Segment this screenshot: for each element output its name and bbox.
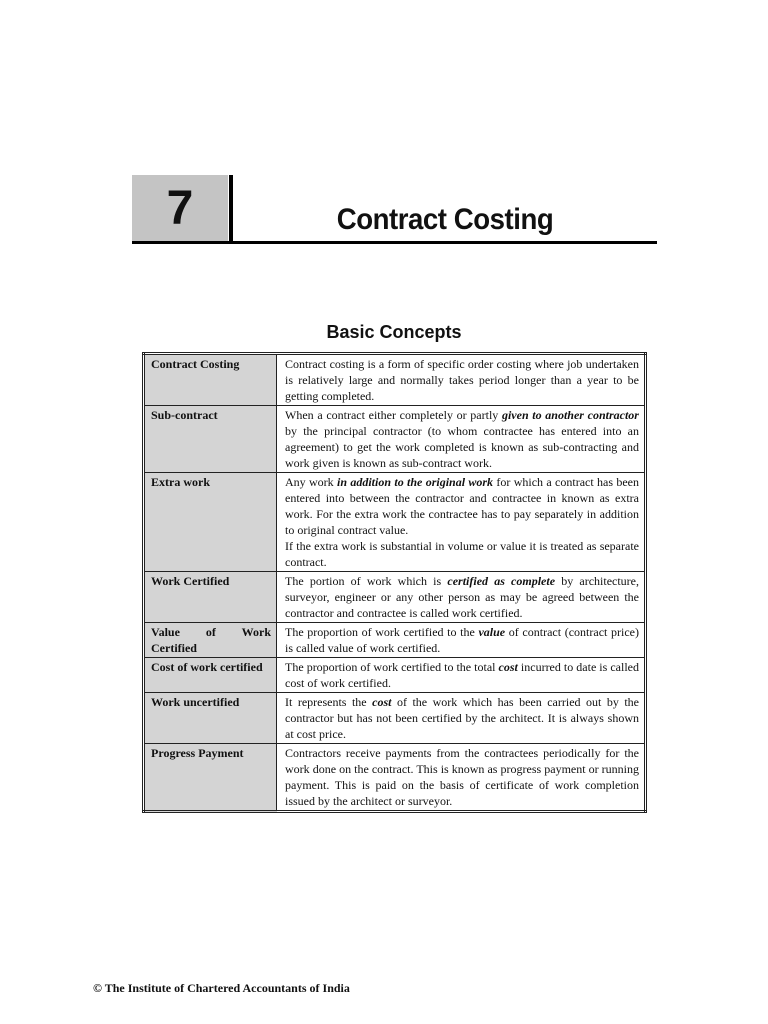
concept-row <box>144 406 646 473</box>
concept-term: Cost of work certified <box>144 658 277 693</box>
definition-text: by the principal contractor (to whom contractee has entered into an agreement) to get the work completed is known as sub-contracting and work given is known as sub-contract work. <box>285 424 639 470</box>
concept-term: Contract Costing <box>144 354 277 406</box>
concept-term: Progress Payment <box>144 744 277 812</box>
definition-emphasis: cost <box>498 660 518 674</box>
concept-definition <box>277 693 646 744</box>
chapter-vertical-rule <box>229 175 233 244</box>
concept-definition <box>277 473 646 572</box>
definition-text: of the work which has been carried out by the contractor but has not been certified by the architect. It is always shown at cost price. <box>285 695 640 741</box>
chapter-title: Contract Costing <box>336 203 554 236</box>
definition-emphasis: value <box>478 625 506 639</box>
concept-definition <box>277 658 646 693</box>
definition-text: It represents the <box>285 695 373 709</box>
definition-text: The proportion of work certified to the total <box>285 660 499 674</box>
definition-emphasis: certified as complete <box>447 574 556 588</box>
definition-text: for which a contract has been entered into between the contractor and contractee in known as extra work. For the extra work the contractee has to pay separately in addition to original contract value. <box>285 475 640 537</box>
concept-row <box>144 744 646 812</box>
definition-text: by architecture, surveyor, engineer or any other person as may be agreed between the contractor and contractee is called work certified. <box>285 574 640 620</box>
definition-text: If the extra work is substantial in volume or value it is treated as separate contract. <box>285 539 639 569</box>
concept-definition <box>277 354 646 406</box>
concept-term: Work Certified <box>144 572 277 623</box>
definition-text: incurred to date is called cost of work certified. <box>285 660 639 690</box>
definition-text: Any work <box>285 475 337 489</box>
definition-text: of contract (contract price) is called value of work certified. <box>285 625 639 655</box>
concept-row <box>144 473 646 572</box>
concept-row <box>144 572 646 623</box>
chapter-number: 7 <box>166 181 194 235</box>
concept-row <box>144 623 646 658</box>
concept-row <box>144 354 646 406</box>
definition-emphasis: given to another contractor <box>501 408 639 422</box>
concept-term: Sub-contract <box>144 406 277 473</box>
concept-definition <box>277 744 646 812</box>
definition-text: The portion of work which is <box>285 574 448 588</box>
concept-definition <box>277 623 646 658</box>
concepts-table <box>142 352 647 813</box>
section-title: Basic Concepts <box>326 322 462 342</box>
concept-definition <box>277 572 646 623</box>
concept-term: Value of Work Certified <box>144 623 277 658</box>
chapter-number-box <box>132 175 228 241</box>
definition-emphasis: in addition to the original work <box>337 475 494 489</box>
concepts-table-body <box>144 354 646 812</box>
concept-term: Extra work <box>144 473 277 572</box>
concept-row <box>144 693 646 744</box>
definition-text: When a contract either completely or partly <box>285 408 502 422</box>
definition-text: Contract costing is a form of specific order costing where job undertaken is relatively large and normally takes period longer than a year to be getting completed. <box>285 357 639 403</box>
definition-emphasis: cost <box>372 695 392 709</box>
footer-copyright: © The Institute of Chartered Accountants of India <box>93 981 350 995</box>
definition-text: Contractors receive payments from the contractees periodically for the work done on the contract. This is known as progress payment or running payment. This is paid on the basis of certificate of work completion issued by the architect or surveyor. <box>285 746 639 808</box>
chapter-horizontal-rule <box>132 241 657 244</box>
concept-term: Work uncertified <box>144 693 277 744</box>
definition-text: The proportion of work certified to the <box>285 625 479 639</box>
concept-row <box>144 658 646 693</box>
concept-definition <box>277 406 646 473</box>
